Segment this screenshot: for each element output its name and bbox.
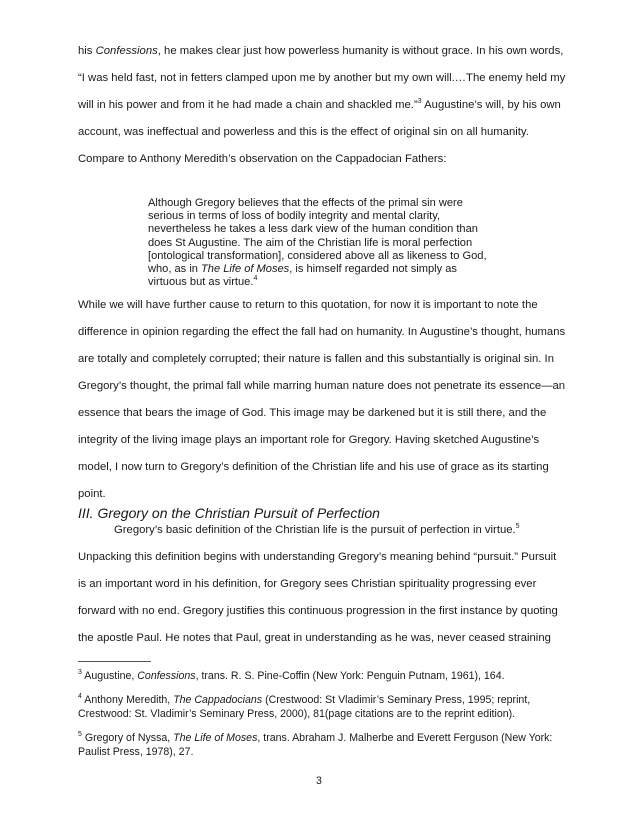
text-run: Gregory’s basic definition of the Christian life is the pursuit of perfection in virtue. — [114, 524, 516, 536]
footnote-4 — [78, 694, 558, 721]
text-run: (Crestwood: St Vladimir’s Seminary Press, 1995; reprint, Crestwood: St. Vladimir’s Seminary Press, 2000), 81(page citations are to the reprint edition). — [78, 694, 531, 720]
text-run: , trans. Abraham J. Malherbe and Everett Ferguson (New York: Paulist Press, 1978), 27. — [78, 732, 553, 758]
text-run: , he makes clear just how powerless humanity is without grace. In his own words, “I was held fast, not in fetters clamped upon me by another but my own will.…The enemy held my will in his power and from it he had made a chain and shackled me.” — [78, 45, 566, 111]
text-run: While we will have further cause to return to this quotation, for now it is important to note the difference in opinion regarding the effect the fall had on humanity. In Augustine’s thought, humans are totally and completely corrupted; their nature is fallen and this substantially is original sin. In Gregory’s thought, the primal fall while marring human nature does not penetrate its essence—an essence that bears the image of God. This image may be darkened but it is still there, and the integrity of the living image plays an important role for Gregory. Having sketched Augustine’s model, I now turn to Gregory’s definition of the Christian life and his use of grace as its starting point. — [78, 299, 566, 500]
footnote-number: 3 — [78, 669, 82, 676]
paragraph-augustine-will — [78, 38, 566, 173]
text-run: Anthony Meredith, — [81, 694, 174, 706]
footnote-5 — [78, 732, 558, 759]
footnote-number: 4 — [78, 693, 82, 700]
text-run: Augustine’s will, by his own account, was ineffectual and powerless and this is the effect of original sin on all humanity. Compare to Anthony Meredith’s observation on the Cappadocian Fathers: — [78, 99, 561, 165]
text-run: Augustine, — [81, 670, 138, 682]
text-run: Gregory of Nyssa, — [81, 732, 174, 744]
text-run: his — [78, 45, 96, 57]
italic-title: The Life of Moses — [201, 263, 290, 276]
footnote-ref: 3 — [417, 98, 422, 105]
footnote-number: 5 — [78, 731, 82, 738]
italic-title: The Life of Moses — [173, 732, 258, 744]
paragraph-pursuit — [78, 517, 566, 652]
text-run: Unpacking this definition begins with understanding Gregory’s meaning behind “pursuit.” Pursuit is an important word in his definition, for Gregory sees Christian spirituality progressing ever forward with no end. Gregory justifies this continuous progression in the first instance by quoting the apostle Paul. He notes that Paul, great in understanding as he was, never ceased straining — [78, 551, 558, 644]
text-run: , is himself regarded not simply as virtuous but as virtue. — [148, 263, 457, 289]
italic-title: Confessions — [95, 45, 158, 57]
text-run: , trans. R. S. Pine-Coffin (New York: Penguin Putnam, 1961), 164. — [195, 670, 505, 682]
block-quote-meredith — [148, 197, 498, 289]
footnote-ref: 4 — [253, 275, 258, 283]
italic-title: Confessions — [137, 670, 196, 682]
footnote-ref: 5 — [515, 523, 520, 530]
page-number: 3 — [316, 775, 322, 787]
footnote-separator — [78, 661, 151, 662]
section-heading: III. Gregory on the Christian Pursuit of Perfection — [78, 505, 380, 521]
italic-title: The Cappadocians — [173, 694, 263, 706]
paragraph-fall-comparison — [78, 292, 566, 508]
footnote-3 — [78, 670, 558, 684]
text-run: Although Gregory believes that the effects of the primal sin were serious in terms of loss of bodily integrity and mental clarity, nevertheless he takes a less dark view of the human condition than does St Augustine. The aim of the Christian life is moral perfection [ontological transformation], considered above all as likeness to God, who, as in — [148, 197, 487, 276]
